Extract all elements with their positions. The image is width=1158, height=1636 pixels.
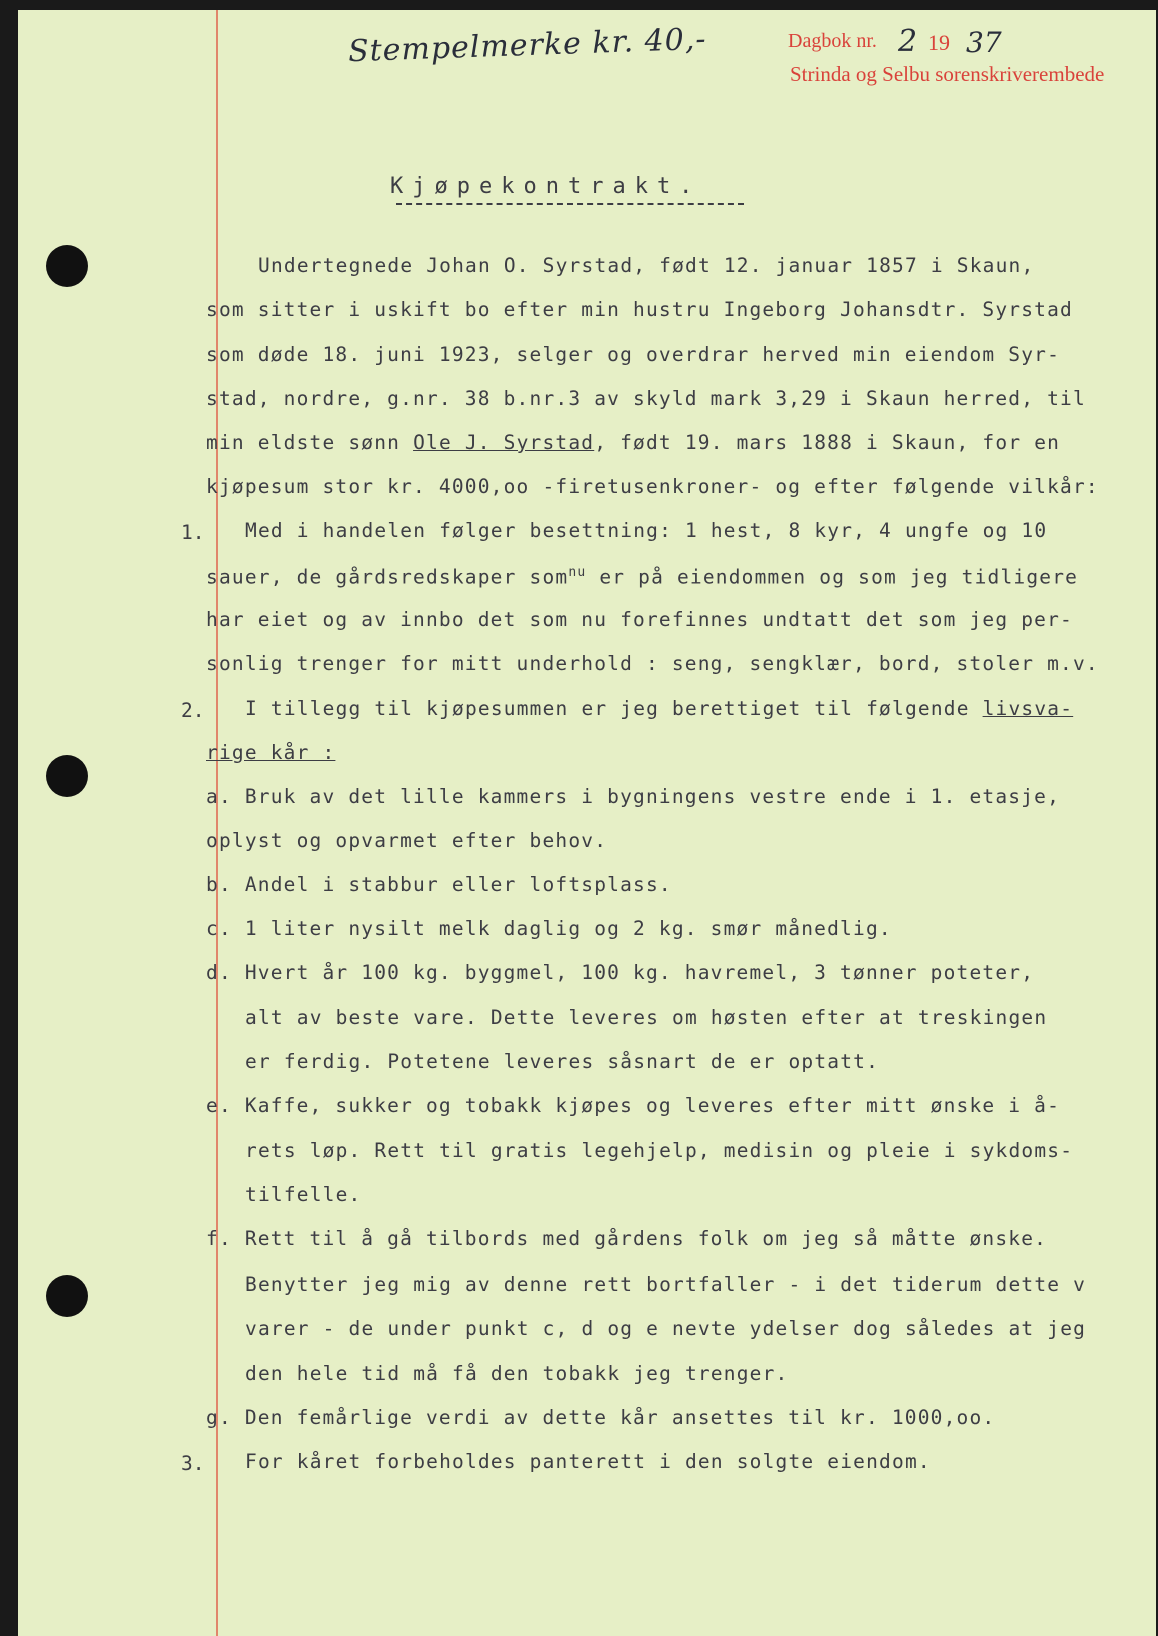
text-segment: sauer, de gårdsredskaper som	[206, 565, 569, 589]
punch-hole-1	[46, 245, 88, 287]
text-line: som døde 18. juni 1923, selger og overdrar herved min eiendom Syr-	[206, 343, 1061, 366]
document-page	[18, 10, 1156, 1636]
document-title: Kjøpekontrakt.	[390, 174, 702, 199]
margin-rule	[216, 10, 218, 1636]
text-line: a. Bruk av det lille kammers i bygningens vestre ende i 1. etasje,	[206, 785, 1061, 808]
text-line: b. Andel i stabbur eller loftsplass.	[206, 873, 672, 896]
text-segment: I tillegg til kjøpesummen er jeg berettiget til følgende	[245, 697, 970, 720]
dagbok-year-printed: 19	[928, 30, 950, 55]
text-line: oplyst og opvarmet efter behov.	[206, 829, 608, 852]
text-line: rige kår :	[206, 741, 336, 764]
text-line: stad, nordre, g.nr. 38 b.nr.3 av skyld mark 3,29 i Skaun herred, til	[206, 387, 1086, 410]
text-line: Benytter jeg mig av denne rett bortfaller - i det tiderum dette v	[245, 1273, 1087, 1296]
dagbok-label: Dagbok nr.	[788, 30, 877, 52]
text-line	[245, 699, 1073, 719]
text-line: den hele tid må få den tobakk jeg trenger.	[245, 1362, 789, 1385]
text-line: kjøpesum stor kr. 4000,oo -firetusenkroner- og efter følgende vilkår:	[206, 475, 1099, 498]
text-line: Med i handelen følger besettning: 1 hest, 8 kyr, 4 ungfe og 10	[245, 519, 1048, 542]
stamp-fee-handwriting: Stempelmerke kr. 40,-	[347, 21, 708, 70]
insertion: nu	[568, 565, 587, 580]
text-segment: er på eiendommen og som jeg tidligere	[586, 565, 1079, 589]
underlined-text: livsva-	[982, 697, 1074, 720]
text-line: rets løp. Rett til gratis legehjelp, medisin og pleie i sykdoms-	[245, 1139, 1074, 1162]
clause-number: 2.	[181, 699, 205, 722]
buyer-name: Ole J. Syrstad	[413, 431, 595, 454]
text-line: g. Den femårlige verdi av dette kår ansettes til kr. 1000,oo.	[206, 1406, 996, 1429]
clause-number: 1.	[181, 521, 205, 544]
text-line: c. 1 liter nysilt melk daglig og 2 kg. smør månedlig.	[206, 917, 892, 940]
text-segment: , født 19. mars 1888 i Skaun, for en	[594, 431, 1061, 454]
text-line: er ferdig. Potetene leveres såsnart de er optatt.	[245, 1050, 880, 1073]
dagbok-number: 2	[898, 24, 918, 59]
text-line: f. Rett til å gå tilbords med gårdens folk om jeg så måtte ønske.	[206, 1227, 1048, 1250]
text-line: alt av beste vare. Dette leveres om høsten efter at treskingen	[245, 1006, 1048, 1029]
text-line: tilfelle.	[245, 1183, 362, 1206]
text-line: varer - de under punkt c, d og e nevte ydelser dog således at jeg	[245, 1317, 1087, 1340]
dagbok-stamp	[788, 24, 1002, 59]
text-line: e. Kaffe, sukker og tobakk kjøpes og leveres efter mitt ønske i å-	[206, 1094, 1061, 1117]
text-line: sonlig trenger for mitt underhold : seng, sengklær, bord, stoler m.v.	[206, 652, 1099, 675]
dagbok-year-written: 37	[966, 26, 1002, 59]
punch-hole-2	[46, 755, 88, 797]
punch-hole-3	[46, 1275, 88, 1317]
text-line: som sitter i uskift bo efter min hustru Ingeborg Johansdtr. Syrstad	[206, 298, 1073, 321]
text-line: For kåret forbeholdes panterett i den solgte eiendom.	[245, 1450, 931, 1473]
text-line	[206, 433, 1060, 453]
office-stamp: Strinda og Selbu sorenskriverembede	[790, 62, 1105, 86]
text-line	[206, 566, 1078, 587]
text-line: Undertegnede Johan O. Syrstad, født 12. januar 1857 i Skaun,	[258, 254, 1035, 277]
text-line: har eiet og av innbo det som nu forefinnes undtatt det som jeg per-	[206, 608, 1073, 631]
clause-number: 3.	[181, 1452, 205, 1475]
title-underline	[396, 203, 744, 205]
text-line: d. Hvert år 100 kg. byggmel, 100 kg. havremel, 3 tønner poteter,	[206, 961, 1035, 984]
text-segment: min eldste sønn	[206, 431, 401, 454]
